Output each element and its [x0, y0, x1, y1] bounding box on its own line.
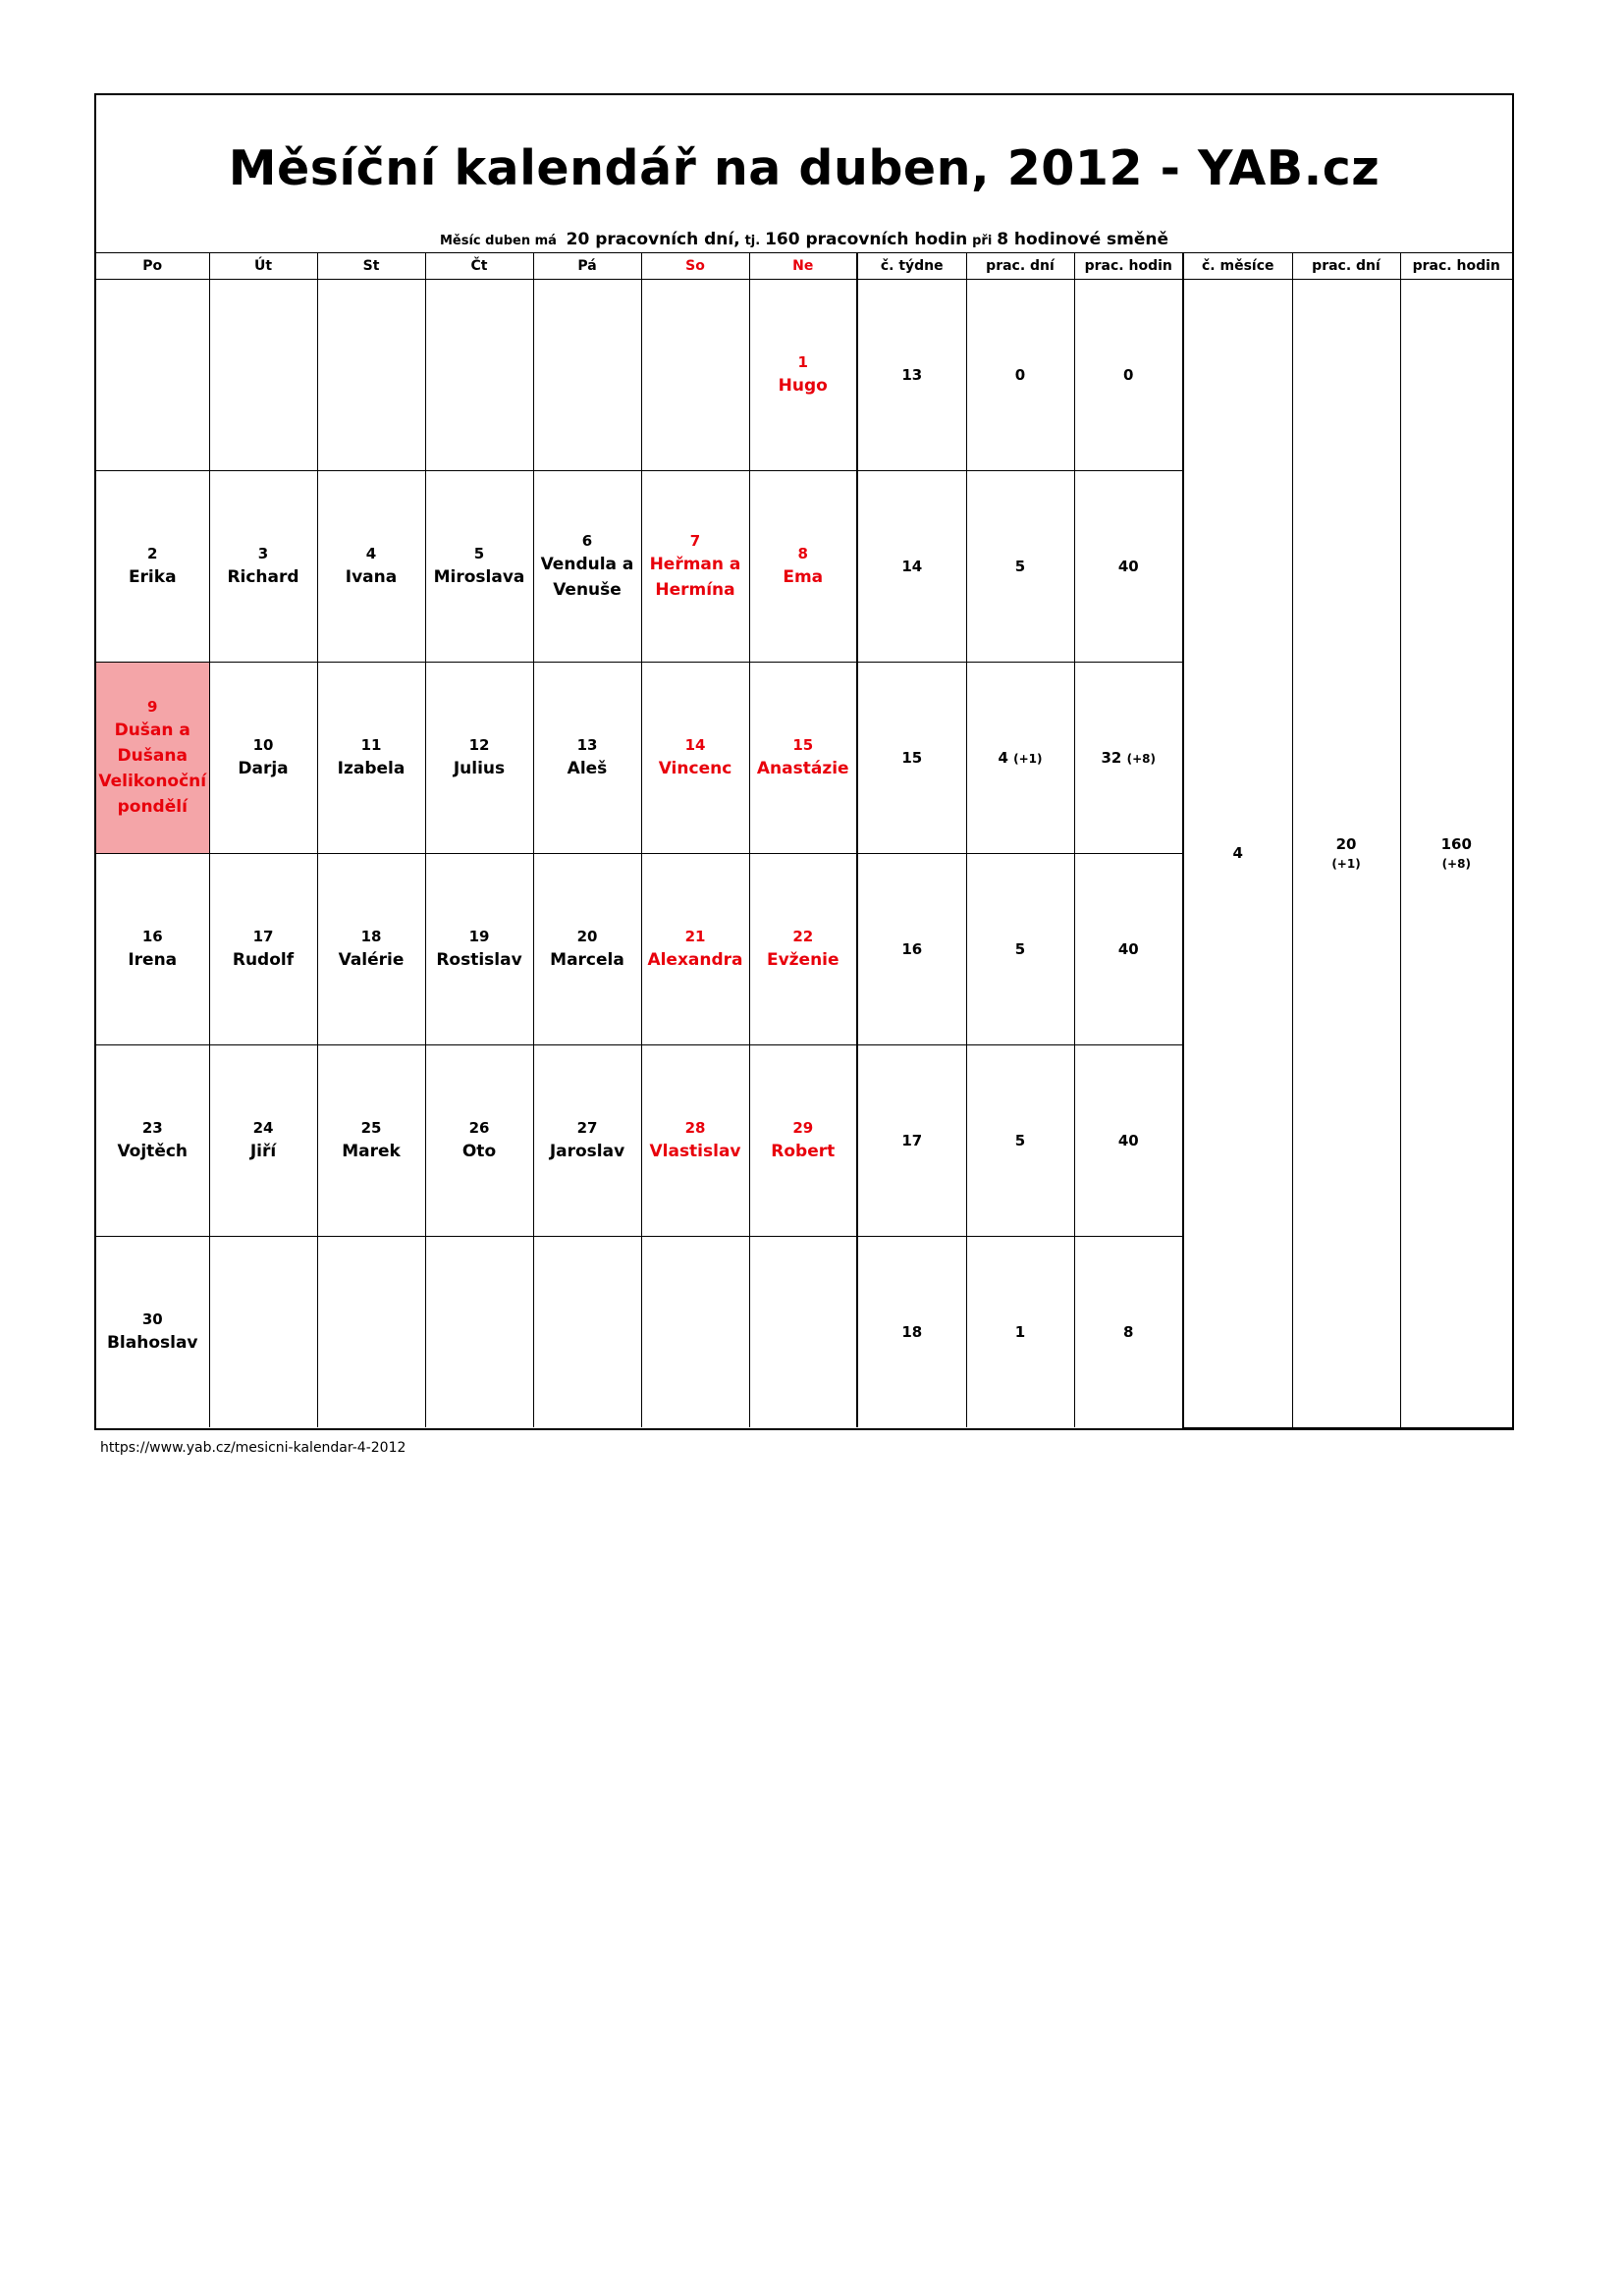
day-cell — [641, 280, 749, 471]
week-work-days-value: 5 — [1014, 940, 1026, 958]
month-work-days-value: 20 — [1335, 835, 1357, 854]
week-work-hours-value: 40 — [1117, 940, 1139, 958]
week-work-hours — [1074, 854, 1183, 1045]
week-number: 13 — [857, 280, 966, 471]
day-number: 13 — [576, 736, 598, 754]
week-work-days — [966, 1045, 1074, 1237]
day-cell — [317, 854, 425, 1045]
day-number: 9 — [147, 698, 158, 716]
calendar-body — [96, 280, 1512, 1428]
summary-part-3: tj. — [744, 234, 761, 248]
day-cell — [749, 854, 857, 1045]
day-number: 15 — [792, 736, 814, 754]
source-url[interactable]: https://www.yab.cz/mesicni-kalendar-4-2012 — [100, 1439, 406, 1456]
day-number: 5 — [473, 545, 485, 562]
header-st: St — [317, 253, 425, 280]
day-number: 3 — [257, 545, 269, 562]
header-week-work-days: prac. dní — [966, 253, 1074, 280]
day-cell — [425, 854, 533, 1045]
month-number — [1183, 280, 1292, 1428]
day-cell — [533, 280, 641, 471]
week-work-days-value: 5 — [1014, 1132, 1026, 1149]
month-summary — [96, 230, 1512, 249]
header-ut: Út — [209, 253, 317, 280]
week-work-days — [966, 854, 1074, 1045]
day-cell — [641, 1045, 749, 1237]
day-cell — [749, 1045, 857, 1237]
day-number: 8 — [797, 545, 808, 562]
day-cell — [96, 280, 209, 471]
day-cell — [533, 854, 641, 1045]
day-cell — [209, 1045, 317, 1237]
holiday-name: Velikonoční pondělí — [98, 772, 207, 817]
week-work-hours-extra: (+8) — [1126, 752, 1156, 766]
day-number: 16 — [141, 928, 163, 945]
summary-shift: 8 hodinové směně — [997, 230, 1169, 249]
name-day: Alexandra — [647, 950, 743, 970]
name-day: Ema — [783, 567, 824, 587]
header-so: So — [641, 253, 749, 280]
day-cell — [749, 1237, 857, 1428]
week-number: 15 — [857, 663, 966, 854]
calendar-page — [94, 93, 1514, 1456]
name-day: Richard — [227, 567, 299, 587]
week-work-days-extra: (+1) — [1013, 752, 1043, 766]
week-work-days — [966, 471, 1074, 663]
header-month-no: č. měsíce — [1183, 253, 1292, 280]
day-number: 11 — [360, 736, 382, 754]
day-number: 25 — [360, 1119, 382, 1137]
name-day: Aleš — [567, 759, 608, 778]
name-day: Blahoslav — [106, 1333, 198, 1353]
week-number: 18 — [857, 1237, 966, 1428]
day-cell — [533, 471, 641, 663]
day-cell — [533, 663, 641, 854]
day-number: 2 — [147, 545, 158, 562]
name-day: Miroslava — [433, 567, 525, 587]
day-cell — [749, 280, 857, 471]
day-cell — [209, 280, 317, 471]
day-cell — [96, 1237, 209, 1428]
name-day: Evženie — [766, 950, 839, 970]
calendar-frame — [94, 93, 1514, 1430]
day-number: 26 — [468, 1119, 490, 1137]
week-work-hours — [1074, 1237, 1183, 1428]
header-month-work-hours: prac. hodin — [1400, 253, 1512, 280]
name-day: Marcela — [550, 950, 624, 970]
month-work-days — [1292, 280, 1400, 1428]
month-number-value: 4 — [1232, 844, 1243, 863]
name-day: Valérie — [338, 950, 405, 970]
name-day: Jaroslav — [549, 1142, 625, 1161]
day-cell — [425, 1045, 533, 1237]
name-day: Julius — [453, 759, 506, 778]
week-work-hours — [1074, 1045, 1183, 1237]
day-cell — [317, 663, 425, 854]
name-day: Oto — [461, 1142, 497, 1161]
name-day: Izabela — [337, 759, 406, 778]
summary-part-5: při — [972, 234, 993, 248]
day-cell — [209, 1237, 317, 1428]
day-number: 10 — [252, 736, 274, 754]
week-work-days-value: 4 — [998, 749, 1008, 767]
day-number: 21 — [684, 928, 706, 945]
day-cell — [749, 471, 857, 663]
name-day: Irena — [128, 950, 178, 970]
week-work-hours — [1074, 280, 1183, 471]
week-work-days-value: 5 — [1014, 558, 1026, 575]
day-cell — [425, 280, 533, 471]
day-number: 7 — [689, 532, 701, 550]
day-number: 17 — [252, 928, 274, 945]
week-work-days — [966, 280, 1074, 471]
header-week-no: č. týdne — [857, 253, 966, 280]
week-work-hours-value: 40 — [1117, 1132, 1139, 1149]
name-day: Marek — [342, 1142, 401, 1161]
week-work-days-value: 0 — [1014, 366, 1026, 384]
week-work-hours-value: 0 — [1123, 366, 1134, 384]
day-cell — [317, 1045, 425, 1237]
name-day: Darja — [238, 759, 289, 778]
header-ct: Čt — [425, 253, 533, 280]
day-cell — [533, 1237, 641, 1428]
day-number: 18 — [360, 928, 382, 945]
name-day: Ivana — [345, 567, 398, 587]
week-number: 16 — [857, 854, 966, 1045]
day-number: 24 — [252, 1119, 274, 1137]
name-day: Vendula a Venuše — [540, 555, 634, 600]
week-number: 17 — [857, 1045, 966, 1237]
week-work-days-value: 1 — [1014, 1323, 1026, 1341]
day-number: 22 — [792, 928, 814, 945]
title-box — [96, 95, 1512, 252]
day-number: 28 — [684, 1119, 706, 1137]
day-number: 6 — [581, 532, 593, 550]
header-pa: Pá — [533, 253, 641, 280]
name-day: Vojtěch — [117, 1142, 189, 1161]
day-number: 20 — [576, 928, 598, 945]
month-work-hours-value: 160 — [1440, 835, 1472, 854]
header-ne: Ne — [749, 253, 857, 280]
day-cell — [425, 1237, 533, 1428]
week-work-hours-value: 40 — [1117, 558, 1139, 575]
name-day: Vincenc — [658, 759, 732, 778]
day-cell — [209, 471, 317, 663]
day-number: 23 — [141, 1119, 163, 1137]
week-work-hours-value: 8 — [1123, 1323, 1134, 1341]
day-cell — [96, 854, 209, 1045]
day-cell — [96, 471, 209, 663]
day-number: 4 — [365, 545, 377, 562]
summary-part-1: Měsíc duben má — [439, 234, 557, 248]
day-cell — [533, 1045, 641, 1237]
week-work-days — [966, 663, 1074, 854]
day-cell — [641, 663, 749, 854]
name-day: Rostislav — [436, 950, 522, 970]
day-cell — [209, 663, 317, 854]
name-day: Rudolf — [232, 950, 295, 970]
header-month-work-days: prac. dní — [1292, 253, 1400, 280]
day-cell — [317, 471, 425, 663]
name-day: Hugo — [778, 376, 828, 396]
month-work-hours — [1400, 280, 1512, 1428]
day-cell — [96, 663, 209, 854]
header-week-work-hours: prac. hodin — [1074, 253, 1183, 280]
day-cell — [425, 471, 533, 663]
name-day: Jiří — [249, 1142, 277, 1161]
week-work-days — [966, 1237, 1074, 1428]
day-number: 1 — [797, 353, 808, 371]
day-number: 29 — [792, 1119, 814, 1137]
day-cell — [96, 1045, 209, 1237]
day-number: 19 — [468, 928, 490, 945]
header-po: Po — [96, 253, 209, 280]
day-cell — [317, 1237, 425, 1428]
week-work-hours-value: 32 — [1101, 749, 1122, 767]
month-work-hours-extra: (+8) — [1441, 857, 1471, 872]
header-row — [96, 253, 1512, 280]
name-day: Vlastislav — [649, 1142, 741, 1161]
day-number: 30 — [141, 1310, 163, 1328]
day-cell — [425, 663, 533, 854]
name-day: Robert — [771, 1142, 836, 1161]
page-title: Měsíční kalendář na duben, 2012 - YAB.cz — [228, 140, 1380, 196]
week-work-hours — [1074, 471, 1183, 663]
summary-work-days: 20 pracovních dní, — [566, 230, 740, 249]
day-cell — [641, 854, 749, 1045]
day-cell — [749, 663, 857, 854]
summary-work-hours: 160 pracovních hodin — [765, 230, 968, 249]
day-cell — [209, 854, 317, 1045]
name-day: Heřman a Hermína — [649, 555, 741, 600]
day-cell — [317, 280, 425, 471]
name-day: Anastázie — [756, 759, 849, 778]
day-number: 12 — [468, 736, 490, 754]
week-work-hours — [1074, 663, 1183, 854]
week-number: 14 — [857, 471, 966, 663]
calendar-table — [96, 252, 1512, 1428]
week-row — [96, 280, 1512, 471]
day-number: 27 — [576, 1119, 598, 1137]
name-day: Dušan a Dušana — [114, 721, 190, 766]
day-cell — [641, 471, 749, 663]
day-cell — [641, 1237, 749, 1428]
name-day: Erika — [128, 567, 177, 587]
day-number: 14 — [684, 736, 706, 754]
month-work-days-extra: (+1) — [1331, 857, 1361, 872]
